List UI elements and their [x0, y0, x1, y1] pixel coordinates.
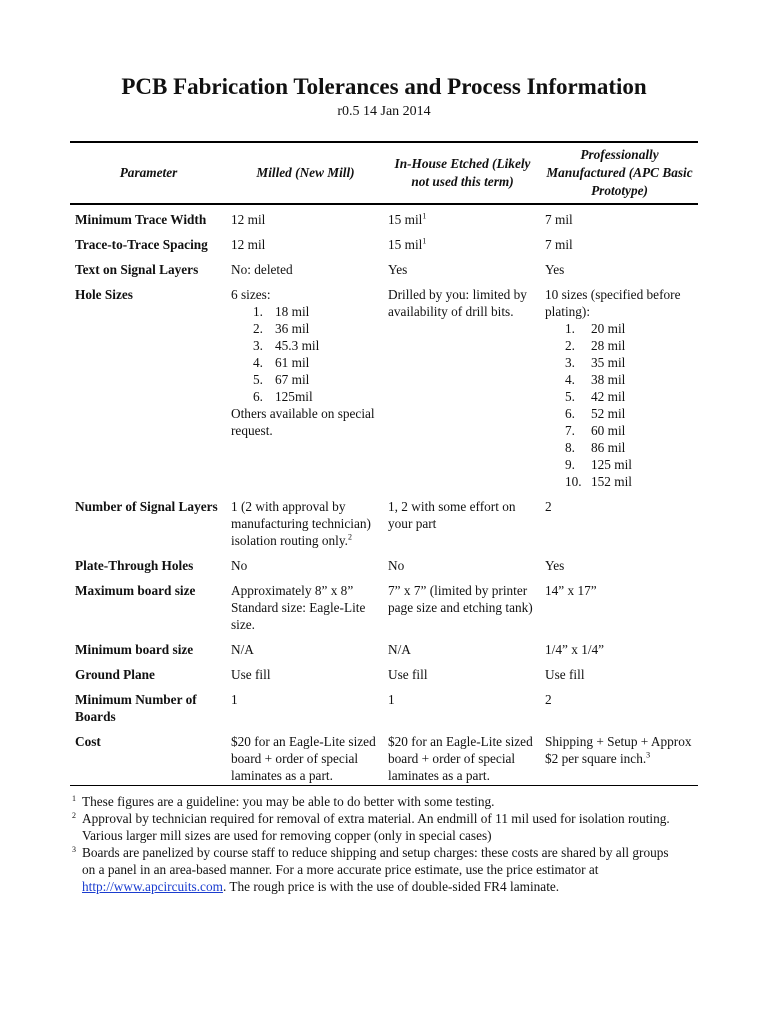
- revision-date: r0.5 14 Jan 2014: [337, 104, 431, 119]
- row-label: Maximum board size: [75, 583, 196, 598]
- row-label: Minimum Trace Width: [75, 212, 207, 227]
- header-milled: Milled (New Mill): [256, 165, 355, 180]
- cell-inhouse: 15 mil$^1$: [388, 236, 427, 252]
- footnotes: [72, 793, 712, 895]
- hole-size-item: 5. 42 mil: [565, 389, 626, 404]
- header-inhouse: In-House Etched (Likely not used this term): [394, 156, 531, 189]
- hole-size-item: 7. 60 mil: [565, 423, 626, 438]
- cell-inhouse: Use fill: [388, 667, 428, 682]
- cell-milled: 12 mil: [231, 212, 266, 227]
- hole-size-item: 3. 45.3 mil: [253, 338, 320, 353]
- footnote-mark: 3: [72, 845, 76, 854]
- footnote-ref: 2: [347, 532, 352, 542]
- tolerance-table: [70, 141, 698, 786]
- cell-inhouse: 1: [388, 692, 395, 707]
- cell-milled: N/A: [231, 642, 254, 657]
- cell-professional: Yes: [545, 558, 565, 573]
- footnote-mark: 1: [72, 794, 76, 803]
- hole-size-item: 3. 35 mil: [565, 355, 626, 370]
- cell-inhouse: Yes: [388, 262, 408, 277]
- hole-size-item: 4. 38 mil: [565, 372, 626, 387]
- cell-professional: Shipping + Setup + Approx $2 per square inch.$^3$: [545, 734, 692, 766]
- cell-milled: Use fill: [231, 667, 271, 682]
- hole-size-item: 6. 52 mil: [565, 406, 626, 421]
- cell-milled: $20 for an Eagle-Lite sized board + order of special laminates as a part.: [231, 734, 376, 783]
- table-header-row: [70, 142, 698, 204]
- row-label: Text on Signal Layers: [75, 262, 199, 277]
- table-row: [70, 280, 698, 492]
- cell-inhouse: 15 mil$^1$: [388, 211, 427, 227]
- cell-professional: 1/4” x 1/4”: [545, 642, 605, 657]
- table-row: [70, 230, 698, 255]
- hole-size-item: 8. 86 mil: [565, 440, 626, 455]
- header-parameter: Parameter: [119, 165, 178, 180]
- row-label: Number of Signal Layers: [75, 499, 218, 514]
- cell-professional: Use fill: [545, 667, 585, 682]
- table-row: [70, 551, 698, 576]
- header-professional: Professionally Manufactured (APC Basic Prototype): [546, 147, 693, 198]
- table-row: [70, 492, 698, 551]
- cell-professional: 2: [545, 692, 552, 707]
- footnote-ref: 3: [646, 750, 651, 760]
- cell-professional: Yes: [545, 262, 565, 277]
- hole-size-item: 6. 125mil: [253, 389, 313, 404]
- cell-milled: No: [231, 558, 248, 573]
- hole-size-item: 1. 18 mil: [253, 304, 310, 319]
- cell-milled: No: deleted: [231, 262, 293, 277]
- cell-inhouse: No: [388, 558, 405, 573]
- cell-inhouse: Drilled by you: limited by availability of drill bits.: [388, 287, 527, 319]
- hole-size-item: 2. 28 mil: [565, 338, 626, 353]
- table-row: [70, 727, 698, 786]
- cell-milled: 6 sizes: 1. 18 mil 2. 36 mil 3. 45.3 mil 4. 61 mil 5. 67 mil 6. 125mil Others available on special request.: [227, 280, 384, 492]
- row-label: Minimum Number of Boards: [75, 692, 197, 724]
- cell-professional: 2: [545, 499, 552, 514]
- footnote-ref: 1: [422, 211, 427, 221]
- footnote-2: 2 Approval by technician required for removal of extra material. An endmill of 11 mil used for isolation routing. Various larger mill sizes are used for removing copper (only in special cases): [72, 810, 712, 844]
- apcircuits-link[interactable]: http://www.apcircuits.com: [82, 879, 223, 894]
- cell-inhouse: $20 for an Eagle-Lite sized board + order of special laminates as a part.: [388, 734, 533, 783]
- professional-hole-size-list: [545, 320, 694, 490]
- cell-inhouse: N/A: [388, 642, 411, 657]
- table-row: [70, 204, 698, 230]
- cell-professional: 7 mil: [545, 212, 573, 227]
- cell-professional: 14” x 17”: [545, 583, 597, 598]
- table-row: [70, 576, 698, 635]
- footnote-ref: 1: [422, 236, 427, 246]
- page-title: PCB Fabrication Tolerances and Process Information: [121, 74, 647, 99]
- row-label: Trace-to-Trace Spacing: [75, 237, 208, 252]
- row-label: Plate-Through Holes: [75, 558, 194, 573]
- row-label: Hole Sizes: [75, 287, 133, 302]
- cell-milled: Approximately 8” x 8” Standard size: Eagle-Lite size.: [231, 583, 366, 632]
- table-row: [70, 660, 698, 685]
- cell-milled: 12 mil: [231, 237, 266, 252]
- row-label: Ground Plane: [75, 667, 155, 682]
- cell-professional: 7 mil: [545, 237, 573, 252]
- hole-size-item: 5. 67 mil: [253, 372, 310, 387]
- footnote-mark: 2: [72, 811, 76, 820]
- hole-size-item: 4. 61 mil: [253, 355, 310, 370]
- hole-size-item: 9. 125 mil: [565, 457, 633, 472]
- hole-size-item: 1. 20 mil: [565, 321, 626, 336]
- milled-hole-size-list: [231, 303, 380, 405]
- table-row: [70, 255, 698, 280]
- row-label: Minimum board size: [75, 642, 194, 657]
- table-row: [70, 635, 698, 660]
- cell-milled: 1: [231, 692, 238, 707]
- cell-inhouse: 1, 2 with some effort on your part: [388, 499, 516, 531]
- hole-size-item: 2. 36 mil: [253, 321, 310, 336]
- cell-professional: 10 sizes (specified before plating): 1. 20 mil 2. 28 mil 3. 35 mil 4. 38 mil 5. 42 mil 6. 52 mil 7. 60 mil 8. 86 mil 9. 125 mil 10. 152 mil: [541, 280, 698, 492]
- cell-inhouse: 7” x 7” (limited by printer page size and etching tank): [388, 583, 533, 615]
- footnote-1: 1 These figures are a guideline: you may be able to do better with some testing.: [72, 793, 712, 810]
- row-label: Cost: [75, 734, 101, 749]
- table-row: [70, 685, 698, 727]
- cell-milled: 1 (2 with approval by manufacturing technician) isolation routing only.$^2$: [231, 499, 371, 548]
- footnote-3: 3 Boards are panelized by course staff to reduce shipping and setup charges: these costs are shared by all groups on a panel in an area-based manner. For a more accurate price estimate, use the price estimator at http://www.apcircuits.com. The rough price is with the use of double-sided FR4 laminate.: [72, 844, 712, 895]
- hole-size-item: 10. 152 mil: [565, 474, 633, 489]
